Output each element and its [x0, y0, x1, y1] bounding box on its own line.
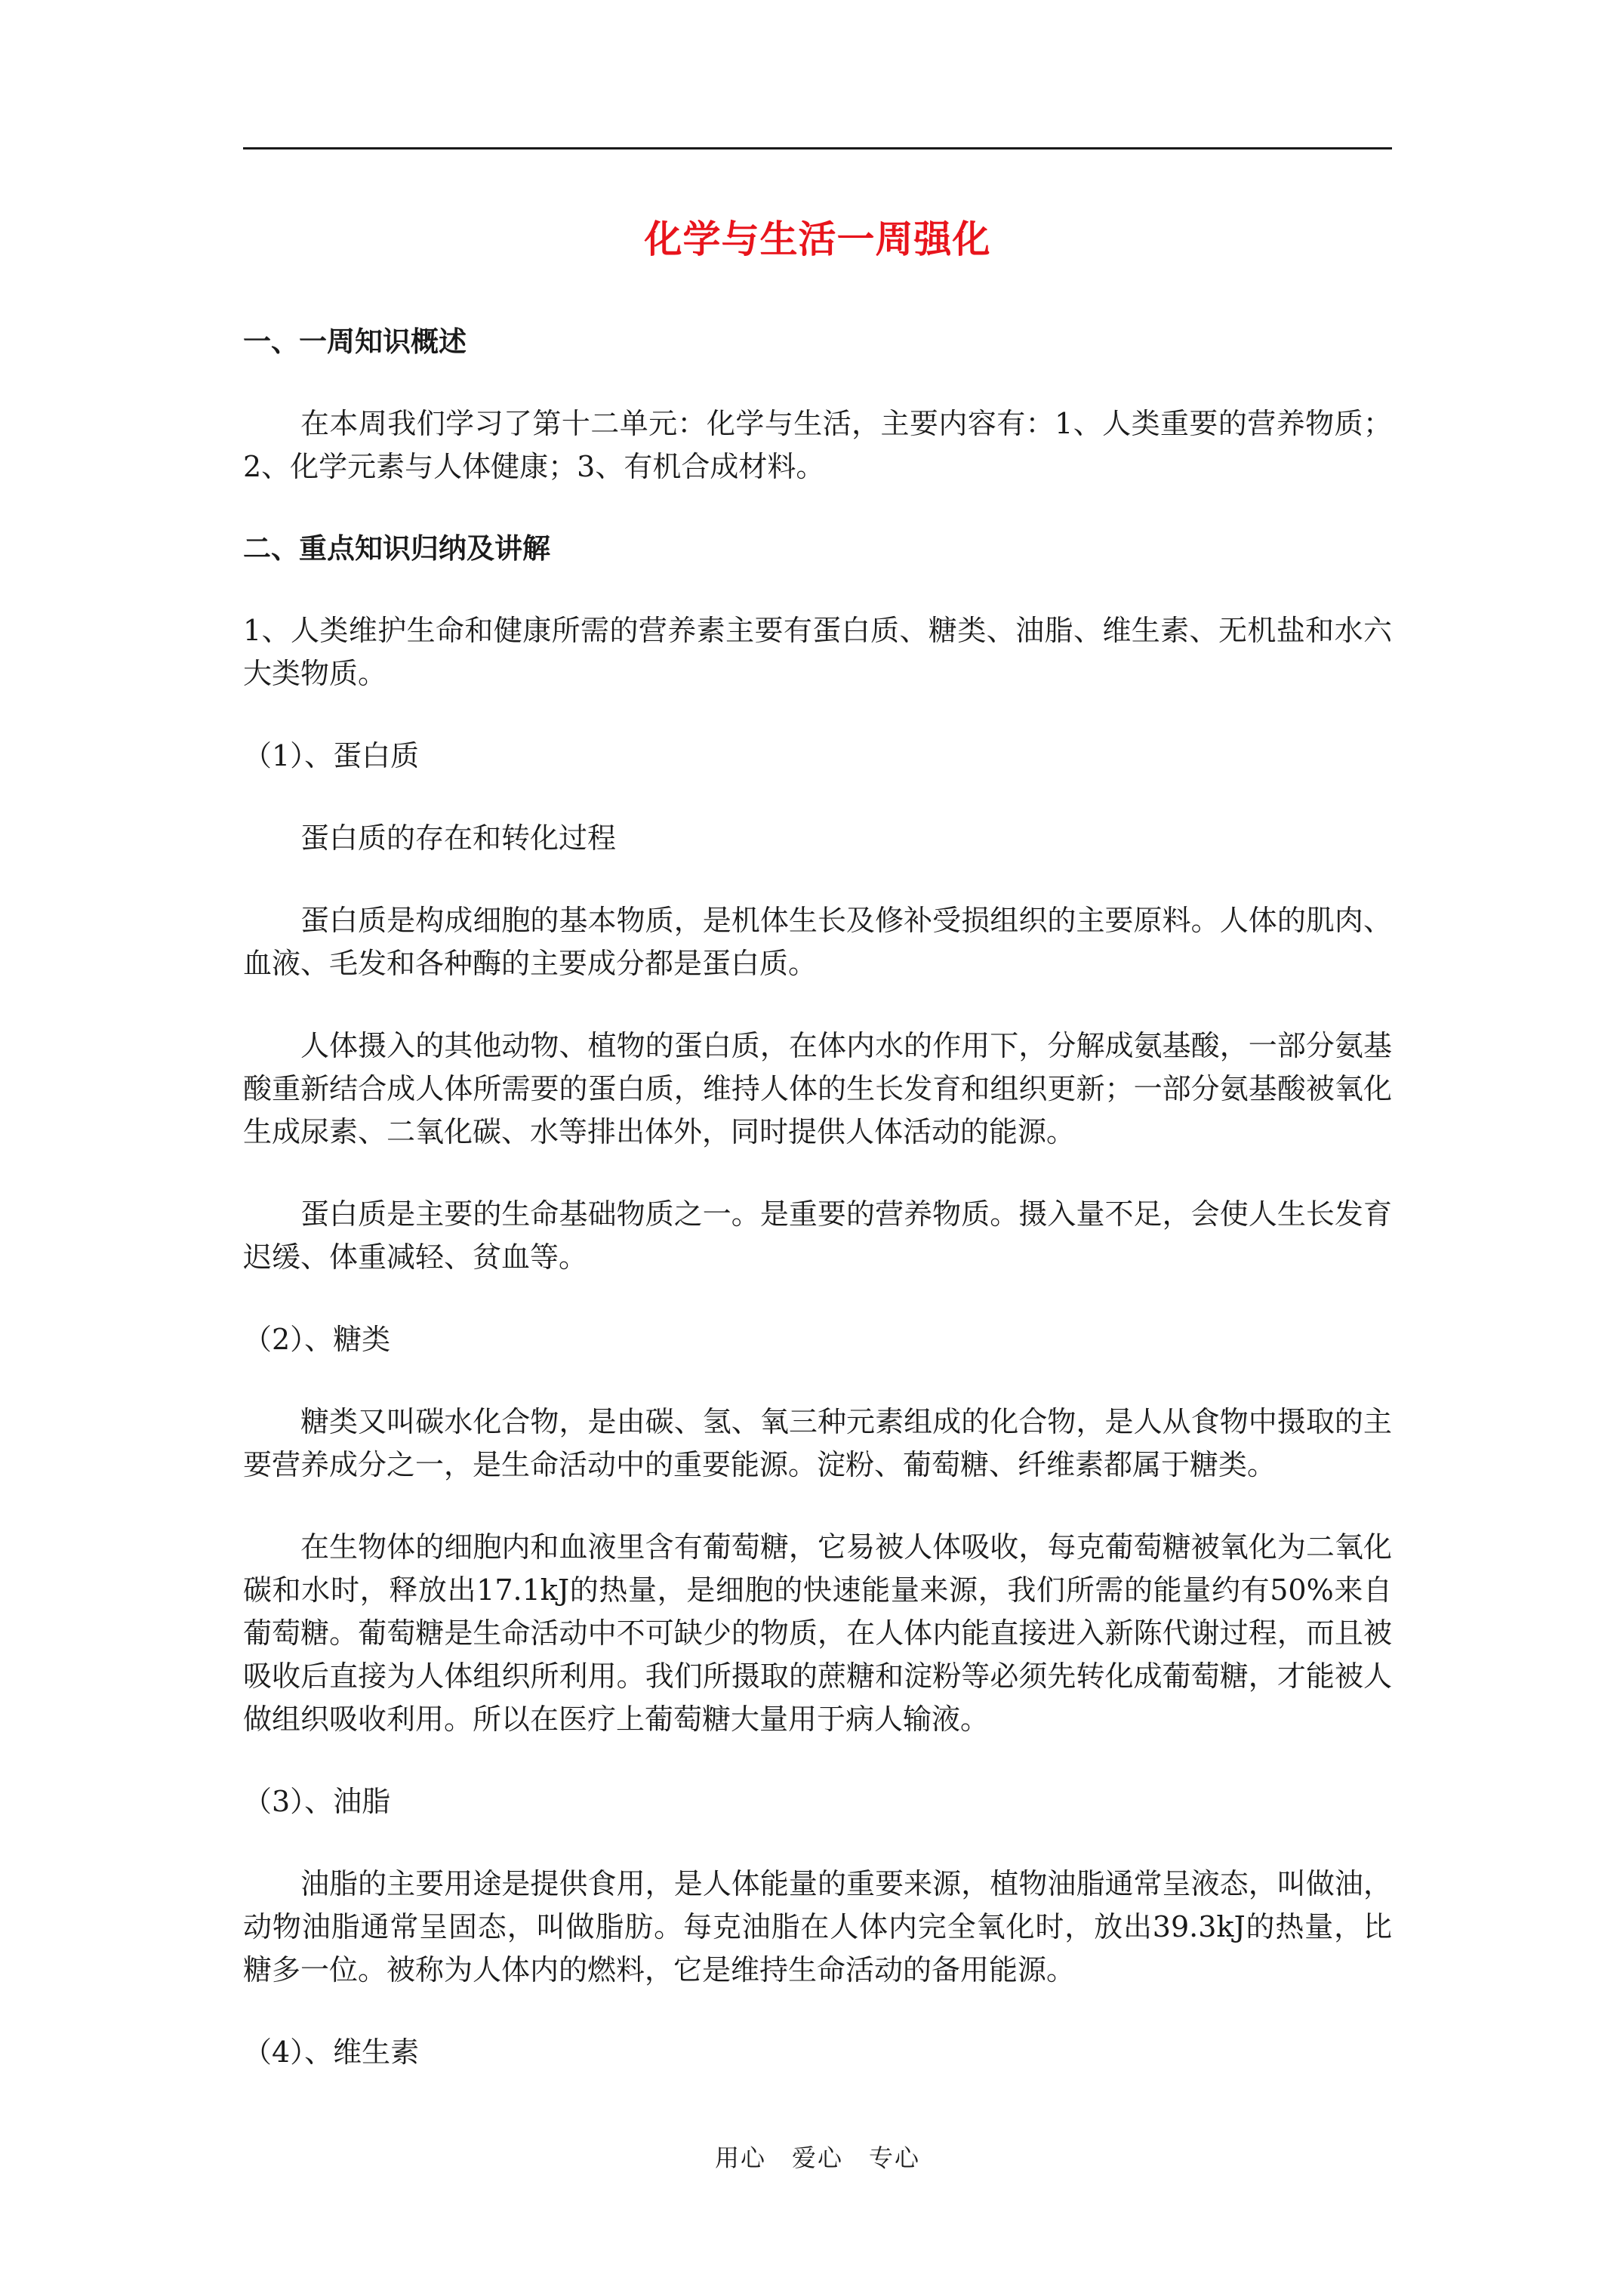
header-rule	[243, 147, 1392, 149]
section-heading-key-points: 二、重点知识归纳及讲解	[243, 532, 550, 565]
subheading-vitamin: （4）、维生素	[243, 2036, 420, 2069]
paragraph-protein-2: 人体摄入的其他动物、植物的蛋白质，在体内水的作用下，分解成氨基酸，一部分氨基酸重新结合成人体所需要的蛋白质，维持人体的生长发育和组织更新；一部分氨基酸被氧化生成尿素、二氧化碳、水等排出体外，同时提供人体活动的能源。	[243, 1029, 1392, 1148]
paragraph-carbohydrate-2: 在生物体的细胞内和血液里含有葡萄糖，它易被人体吸收，每克葡萄糖被氧化为二氧化碳和水时，释放出17.1kJ的热量，是细胞的快速能量来源，我们所需的能量约有50%来自葡萄糖。葡萄糖是生命活动中不可缺少的物质，在人体内能直接进入新陈代谢过程，而且被吸收后直接为人体组织所利用。我们所摄取的蔗糖和淀粉等必须先转化成葡萄糖，才能被人做组织吸收利用。所以在医疗上葡萄糖大量用于病人输液。	[243, 1530, 1392, 1736]
paragraph-overview: 在本周我们学习了第十二单元：化学与生活，主要内容有：1、人类重要的营养物质；2、化学元素与人体健康；3、有机合成材料。	[243, 407, 1392, 483]
subheading-protein: （1）、蛋白质	[243, 739, 420, 772]
paragraph-protein-intro: 蛋白质的存在和转化过程	[300, 821, 617, 855]
subheading-carbohydrate: （2）、糖类	[243, 1323, 391, 1356]
section-heading-overview: 一、一周知识概述	[243, 325, 467, 358]
page-title: 化学与生活一周强化	[644, 217, 991, 261]
paragraph-protein-3: 蛋白质是主要的生命基础物质之一。是重要的营养物质。摄入量不足，会使人生长发育迟缓、体重减轻、贫血等。	[243, 1197, 1392, 1274]
paragraph-carbohydrate-1: 糖类又叫碳水化合物，是由碳、氢、氧三种元素组成的化合物，是人从食物中摄取的主要营养成分之一，是生命活动中的重要能源。淀粉、葡萄糖、纤维素都属于糖类。	[243, 1405, 1392, 1481]
paragraph-protein-1: 蛋白质是构成细胞的基本物质，是机体生长及修补受损组织的主要原料。人体的肌肉、血液、毛发和各种酶的主要成分都是蛋白质。	[243, 904, 1392, 980]
document-body	[243, 321, 1392, 2113]
paragraph-fat-1: 油脂的主要用途是提供食用，是人体能量的重要来源，植物油脂通常呈液态，叫做油，动物油脂通常呈固态，叫做脂肪。每克油脂在人体内完全氧化时，放出39.3kJ的热量，比糖多一位。被称为人体内的燃料，它是维持生命活动的备用能源。	[243, 1867, 1392, 1986]
paragraph-nutrients: 1、人类维护生命和健康所需的营养素主要有蛋白质、糖类、油脂、维生素、无机盐和水六大类物质。	[243, 614, 1392, 690]
page-footer: 用心 爱心 专心	[714, 2143, 920, 2172]
subheading-fat: （3）、油脂	[243, 1785, 391, 1818]
